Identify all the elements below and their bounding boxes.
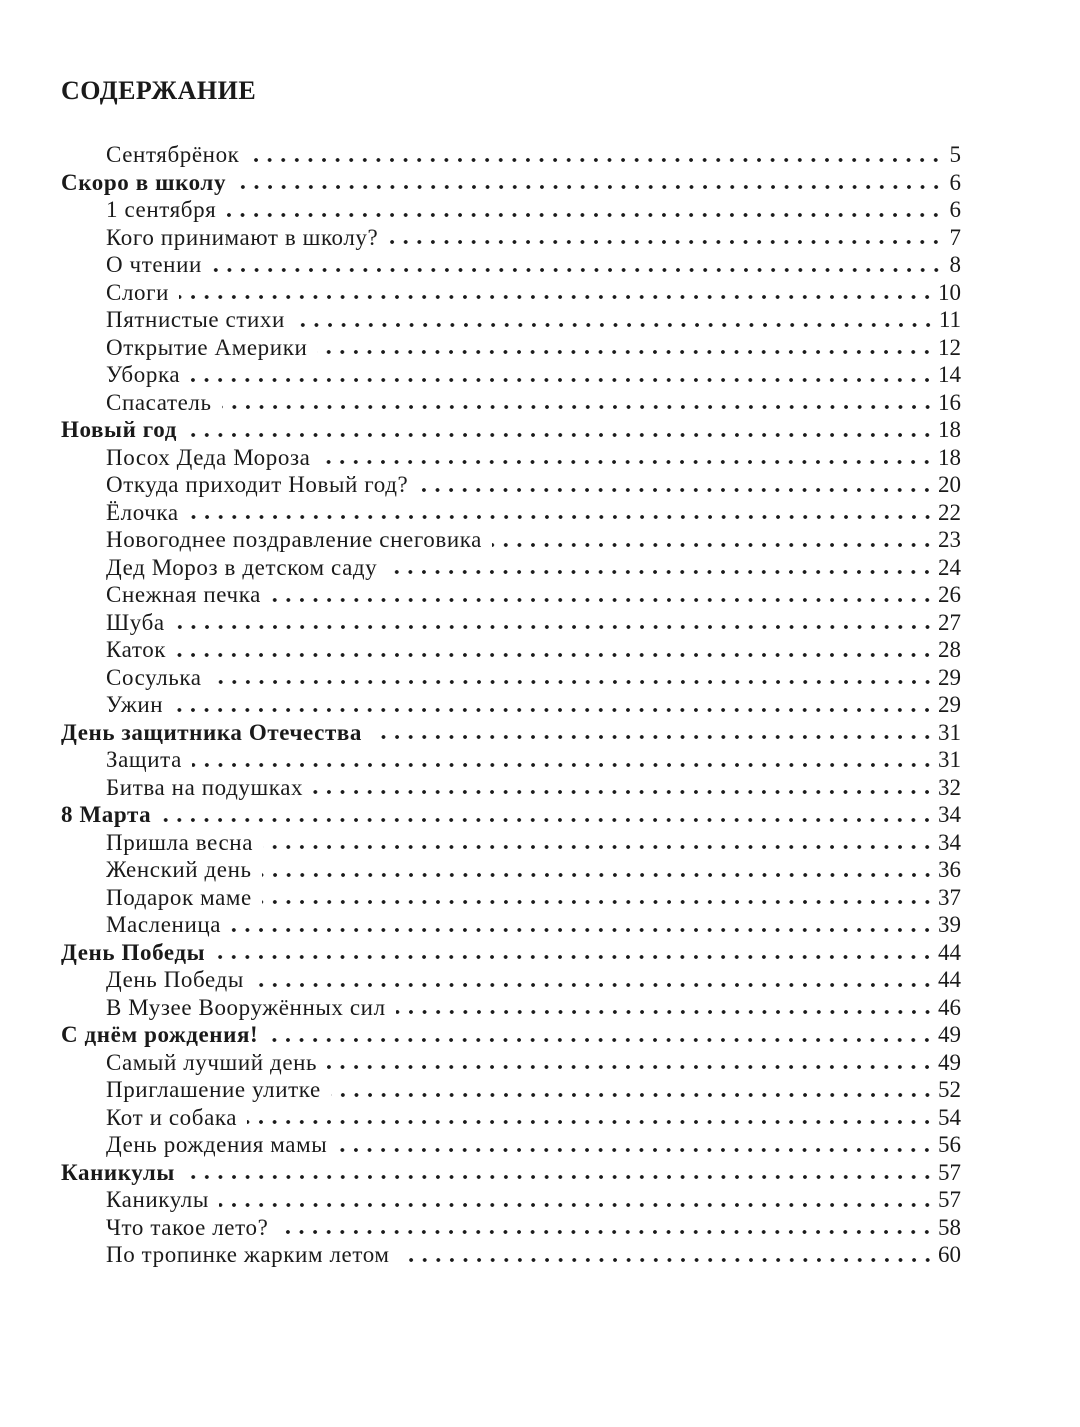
toc-entry	[61, 196, 961, 224]
toc-entry-title: День Победы	[61, 939, 206, 965]
toc-entry-page-number: 44	[938, 939, 961, 965]
dot-leader	[215, 954, 934, 960]
toc-entry-title: Открытие Америки	[106, 334, 308, 360]
toc-entry-page-number: 24	[938, 554, 961, 580]
dot-leader	[327, 1064, 934, 1070]
toc-entry-title: С днём рождения!	[61, 1022, 259, 1047]
dot-leader	[161, 817, 934, 823]
toc-entry-page-number: 28	[938, 637, 961, 662]
dot-leader	[262, 899, 934, 905]
dot-leader	[337, 1147, 934, 1153]
toc-entry-page-number: 20	[938, 472, 961, 497]
toc-entry	[61, 664, 961, 692]
toc-entry	[61, 1049, 961, 1077]
toc-entry	[61, 966, 961, 994]
toc-entry-page-number: 60	[938, 1242, 961, 1267]
toc-entry-title: Скоро в школу	[61, 169, 227, 195]
toc-section-heading	[61, 719, 961, 747]
toc-entry-title: Новогоднее поздравление снеговика	[106, 527, 482, 552]
toc-entry-title: Каникулы	[106, 1187, 209, 1212]
dot-leader	[388, 239, 943, 245]
toc-entry	[61, 746, 961, 774]
toc-entry-page-number: 46	[938, 994, 961, 1020]
toc-entry	[61, 774, 961, 802]
toc-entry-page-number: 23	[938, 527, 961, 552]
toc-entry-title: Ужин	[106, 692, 164, 717]
dot-leader	[173, 707, 934, 713]
toc-entry	[61, 1076, 961, 1104]
toc-entry	[61, 856, 961, 884]
toc-section-heading	[61, 169, 961, 197]
dot-leader	[263, 844, 934, 850]
toc-entry	[61, 1131, 961, 1159]
dot-leader	[176, 652, 934, 658]
dot-leader	[278, 1229, 934, 1235]
toc-entry-page-number: 5	[949, 142, 961, 167]
toc-entry	[61, 636, 961, 664]
toc-entry-title: Новый год	[61, 417, 177, 442]
toc-entry-title: Битва на подушках	[106, 774, 304, 800]
toc-entry-title: Уборка	[106, 362, 181, 387]
toc-entry-page-number: 26	[938, 582, 961, 607]
dot-leader	[190, 377, 934, 383]
dot-leader	[212, 267, 943, 273]
toc-entry	[61, 1186, 961, 1214]
toc-entry-page-number: 27	[938, 609, 961, 635]
toc-entry	[61, 554, 961, 582]
toc-entry-page-number: 22	[938, 499, 961, 525]
toc-entry-page-number: 10	[938, 279, 961, 305]
toc-entry-title: Масленица	[106, 912, 222, 937]
toc-entry-title: Что такое лето?	[106, 1214, 269, 1240]
toc-entry-title: День рождения мамы	[106, 1132, 328, 1157]
toc-entry	[61, 1104, 961, 1132]
toc-entry	[61, 609, 961, 637]
dot-leader	[396, 1009, 934, 1015]
toc-entry-page-number: 16	[938, 389, 961, 415]
toc-entry-page-number: 36	[938, 857, 961, 882]
page-title: СОДЕРЖАНИЕ	[61, 76, 257, 105]
toc-entry	[61, 1214, 961, 1242]
toc-entry-page-number: 54	[938, 1104, 961, 1130]
toc-entry	[61, 389, 961, 417]
toc-entry-title: Пришла весна	[106, 829, 253, 855]
dot-leader	[262, 872, 934, 878]
toc-entry-title: Сентябрёнок	[106, 142, 240, 167]
toc-entry-page-number: 49	[938, 1049, 961, 1075]
dot-leader	[331, 1092, 934, 1098]
toc-entry	[61, 141, 961, 169]
dot-leader	[175, 624, 934, 630]
toc-entry-title: Снежная печка	[106, 582, 261, 607]
toc-entry-title: В Музее Вооружённых сил	[106, 994, 386, 1020]
toc-entry-page-number: 31	[938, 747, 961, 772]
dot-leader	[317, 349, 934, 355]
toc-section-heading	[61, 416, 961, 444]
dot-leader	[236, 184, 943, 190]
toc-entry-page-number: 52	[938, 1077, 961, 1102]
toc-entry-title: Шуба	[106, 609, 165, 635]
toc-entry-page-number: 7	[949, 224, 961, 250]
toc-entry	[61, 361, 961, 389]
toc-entry	[61, 911, 961, 939]
toc-entry-title: Защита	[106, 747, 182, 772]
toc-entry-title: Сосулька	[106, 664, 202, 690]
toc-entry-page-number: 57	[938, 1159, 961, 1185]
toc-entry-page-number: 49	[938, 1022, 961, 1047]
dot-leader	[231, 927, 934, 933]
dot-leader	[254, 982, 934, 988]
toc-section-heading	[61, 1021, 961, 1049]
toc-entry	[61, 884, 961, 912]
toc-entry	[61, 251, 961, 279]
dot-leader	[247, 1119, 934, 1125]
toc-entry-title: Пятнистые стихи	[106, 307, 285, 332]
toc-entry-title: Каток	[106, 637, 167, 662]
toc-entry-page-number: 57	[938, 1187, 961, 1212]
dot-leader	[189, 514, 934, 520]
toc-entry-title: Посох Деда Мороза	[106, 444, 311, 470]
dot-leader	[271, 597, 934, 603]
dot-leader	[295, 322, 935, 328]
table-of-contents	[61, 141, 961, 1269]
toc-entry	[61, 334, 961, 362]
toc-entry-page-number: 12	[938, 334, 961, 360]
toc-entry	[61, 581, 961, 609]
toc-entry-title: Подарок маме	[106, 884, 252, 910]
dot-leader	[320, 459, 934, 465]
toc-entry-title: Спасатель	[106, 389, 212, 415]
toc-entry-title: Самый лучший день	[106, 1049, 318, 1075]
toc-entry-page-number: 8	[949, 252, 961, 277]
toc-entry-page-number: 34	[938, 802, 961, 827]
toc-entry-page-number: 44	[938, 967, 961, 992]
toc-entry	[61, 994, 961, 1022]
toc-entry	[61, 279, 961, 307]
toc-entry-title: О чтении	[106, 252, 202, 277]
toc-entry-title: По тропинке жарким летом	[106, 1242, 390, 1267]
dot-leader	[187, 432, 934, 438]
toc-entry-page-number: 56	[938, 1132, 961, 1157]
toc-entry-title: 1 сентября	[106, 197, 217, 222]
toc-entry-title: День Победы	[106, 967, 244, 992]
toc-entry	[61, 829, 961, 857]
toc-section-heading	[61, 939, 961, 967]
toc-entry-page-number: 29	[938, 664, 961, 690]
toc-entry-title: День защитника Отечества	[61, 719, 362, 745]
toc-entry-page-number: 11	[938, 307, 961, 332]
toc-entry-title: 8 Марта	[61, 802, 152, 827]
toc-entry-title: Ёлочка	[106, 499, 179, 525]
toc-entry-page-number: 29	[938, 692, 961, 717]
toc-entry	[61, 526, 961, 554]
dot-leader	[372, 734, 934, 740]
toc-entry	[61, 691, 961, 719]
toc-entry-title: Кого принимают в школу?	[106, 224, 379, 250]
toc-entry-page-number: 58	[938, 1214, 961, 1240]
toc-entry-title: Откуда приходит Новый год?	[106, 472, 409, 497]
dot-leader	[179, 294, 934, 300]
toc-entry	[61, 306, 961, 334]
toc-section-heading	[61, 801, 961, 829]
toc-entry-title: Слоги	[106, 279, 170, 305]
toc-entry-page-number: 37	[938, 884, 961, 910]
dot-leader	[387, 569, 934, 575]
dot-leader	[192, 762, 934, 768]
toc-entry	[61, 224, 961, 252]
dot-leader	[268, 1037, 934, 1043]
dot-leader	[222, 404, 934, 410]
dot-leader	[492, 542, 934, 548]
toc-entry-page-number: 32	[938, 774, 961, 800]
toc-entry-page-number: 14	[938, 362, 961, 387]
dot-leader	[185, 1174, 934, 1180]
toc-entry	[61, 499, 961, 527]
toc-entry-page-number: 18	[938, 417, 961, 442]
toc-entry-page-number: 18	[938, 444, 961, 470]
toc-entry-page-number: 34	[938, 829, 961, 855]
toc-entry-title: Дед Мороз в детском саду	[106, 554, 378, 580]
toc-entry-page-number: 39	[938, 912, 961, 937]
toc-entry-page-number: 6	[949, 197, 961, 222]
dot-leader	[226, 212, 943, 218]
dot-leader	[219, 1202, 934, 1208]
toc-entry	[61, 444, 961, 472]
toc-section-heading	[61, 1159, 961, 1187]
toc-entry-page-number: 31	[938, 719, 961, 745]
dot-leader	[418, 487, 934, 493]
toc-entry-title: Женский день	[106, 857, 252, 882]
toc-entry-title: Приглашение улитке	[106, 1077, 321, 1102]
dot-leader	[313, 789, 934, 795]
toc-entry	[61, 1241, 961, 1269]
dot-leader	[212, 679, 934, 685]
dot-leader	[400, 1257, 934, 1263]
toc-entry	[61, 471, 961, 499]
toc-entry-page-number: 6	[949, 169, 961, 195]
dot-leader	[249, 157, 943, 163]
toc-entry-title: Кот и собака	[106, 1104, 238, 1130]
toc-entry-title: Каникулы	[61, 1159, 175, 1185]
